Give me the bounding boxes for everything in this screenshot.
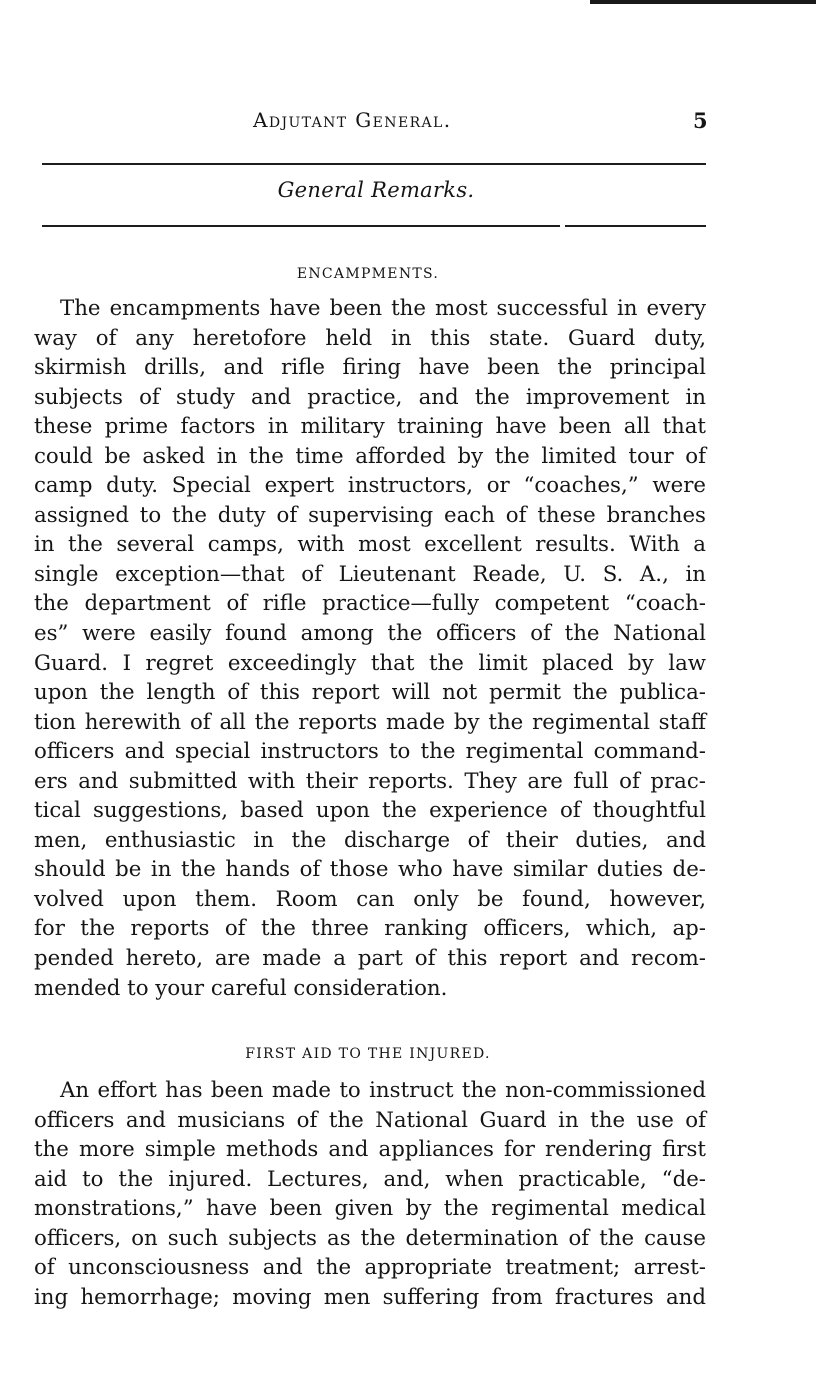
text-line: could be asked in the time afforded by the limited tour of bbox=[34, 443, 706, 469]
text-line: way of any heretofore held in this state. Guard duty, bbox=[34, 325, 706, 351]
text-line: of unconsciousness and the appropriate treatment; arrest- bbox=[34, 1255, 706, 1281]
paragraph-first-aid bbox=[34, 1076, 706, 1312]
text-line: single exception—that of Lieutenant Reade, U. S. A., in bbox=[34, 561, 706, 587]
text-line: skirmish drills, and rifle firing have been the principal bbox=[34, 355, 706, 381]
text-line: camp duty. Special expert instructors, or “coaches,” were bbox=[34, 473, 706, 499]
text-line: upon the length of this report will not permit the publica- bbox=[34, 680, 706, 706]
header-rule-top bbox=[42, 163, 706, 165]
text-line: in the several camps, with most excellent results. With a bbox=[34, 532, 706, 558]
text-line: officers, on such subjects as the determination of the cause bbox=[34, 1225, 706, 1251]
text-line: for the reports of the three ranking officers, which, ap- bbox=[34, 916, 706, 942]
paragraph-encampments bbox=[34, 294, 706, 1003]
text-line: ing hemorrhage; moving men suffering from fractures and bbox=[34, 1284, 706, 1310]
subheading-first-aid: FIRST AID TO THE INJURED. bbox=[245, 1046, 491, 1062]
text-line: tion herewith of all the reports made by the regimental staff bbox=[34, 709, 706, 735]
text-line: these prime factors in military training have been all that bbox=[34, 414, 706, 440]
section-title: General Remarks. bbox=[277, 178, 475, 202]
text-line: es” were easily found among the officers of the National bbox=[34, 621, 706, 647]
text-line: tical suggestions, based upon the experience of thoughtful bbox=[34, 798, 706, 824]
text-line: mended to your careful consideration. bbox=[34, 975, 448, 1001]
subheading-encampments: ENCAMPMENTS. bbox=[296, 266, 440, 282]
text-line: The encampments have been the most successful in every bbox=[60, 296, 706, 321]
top-edge-rule bbox=[590, 0, 816, 4]
text-line: officers and musicians of the National Guard in the use of bbox=[34, 1107, 706, 1133]
header-rule-bottom-right bbox=[565, 225, 706, 227]
header-rule-bottom-left bbox=[42, 225, 560, 227]
text-line: officers and special instructors to the regimental command- bbox=[34, 739, 706, 765]
text-line: subjects of study and practice, and the improvement in bbox=[34, 384, 706, 410]
text-line: volved upon them. Room can only be found, however, bbox=[34, 886, 706, 912]
text-line: An effort has been made to instruct the non-commissioned bbox=[60, 1078, 706, 1103]
running-title: Adjutant General. bbox=[253, 108, 452, 132]
text-line: pended hereto, are made a part of this report and recom- bbox=[34, 946, 706, 972]
text-line: monstrations,” have been given by the regimental medical bbox=[34, 1196, 706, 1222]
running-head bbox=[0, 108, 816, 138]
text-line: ers and submitted with their reports. They are full of prac- bbox=[34, 768, 706, 794]
text-line: aid to the injured. Lectures, and, when practicable, “de- bbox=[34, 1166, 706, 1192]
page-number: 5 bbox=[693, 108, 708, 133]
text-line: assigned to the duty of supervising each of these branches bbox=[34, 502, 706, 528]
text-line: should be in the hands of those who have similar duties de- bbox=[34, 857, 706, 883]
text-line: men, enthusiastic in the discharge of their duties, and bbox=[34, 827, 706, 853]
text-line: the more simple methods and appliances for rendering first bbox=[34, 1137, 706, 1163]
text-line: the department of rifle practice—fully competent “coach- bbox=[34, 591, 706, 617]
text-line: Guard. I regret exceedingly that the limit placed by law bbox=[34, 650, 706, 676]
